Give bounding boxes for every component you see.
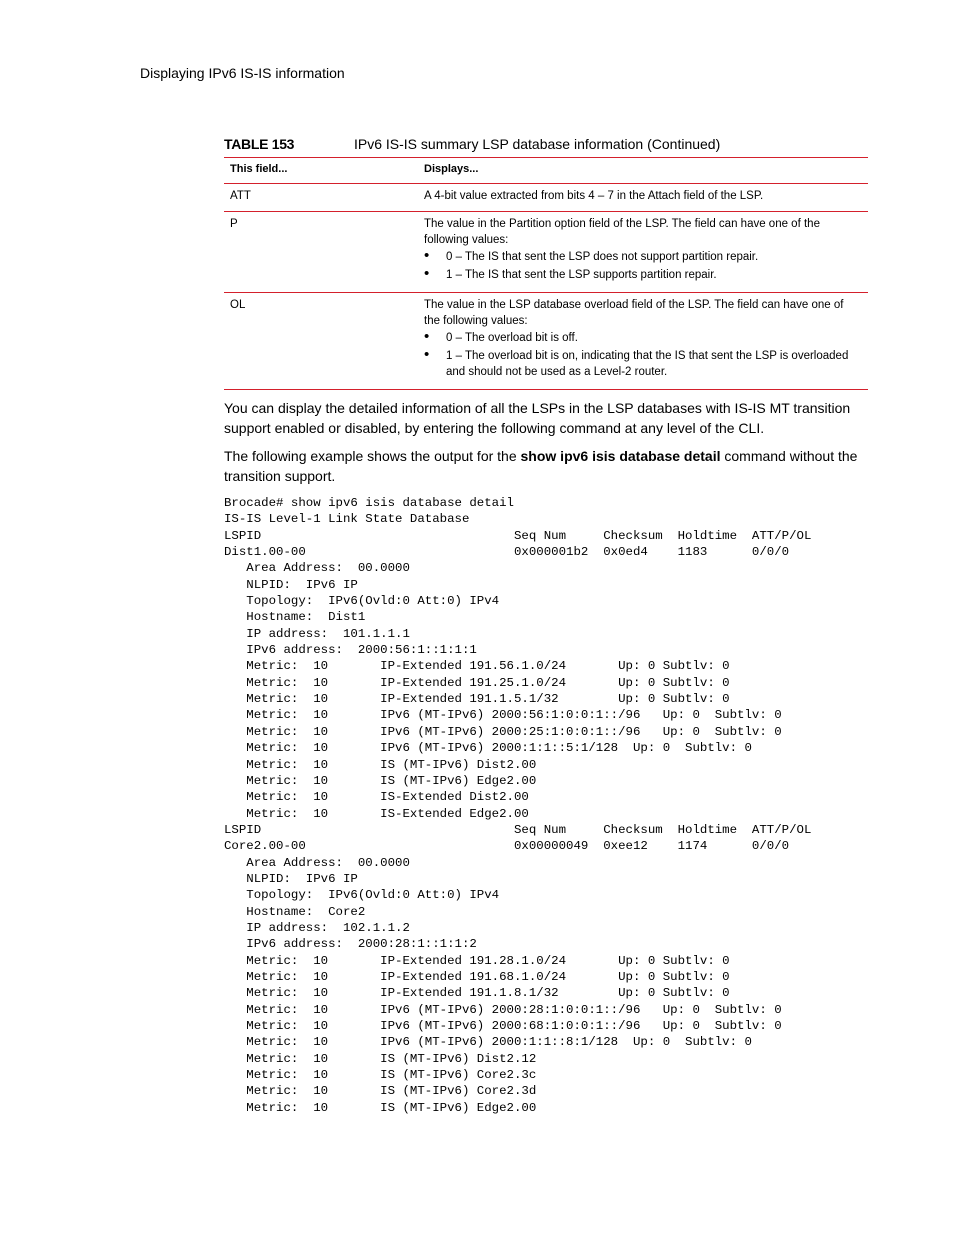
cli-line: Metric: 10 IP-Extended 191.1.5.1/32 Up: 0 Subtlv: 0	[224, 692, 730, 707]
example-intro-paragraph	[224, 447, 864, 486]
row-field: P	[224, 212, 418, 293]
intro-text: The following example shows the output for the	[224, 448, 521, 464]
intro-text-end: command without the transition support.	[224, 448, 858, 484]
row-description	[418, 293, 868, 390]
cli-line: Hostname: Dist1	[224, 610, 366, 625]
bullet-list	[424, 330, 862, 380]
row-description	[418, 184, 868, 212]
table-header-row	[224, 158, 868, 184]
cli-line: NLPID: IPv6 IP	[224, 871, 358, 886]
cli-line: Metric: 10 IS (MT-IPv6) Edge2.00	[224, 773, 537, 788]
cli-line: IP address: 101.1.1.1	[224, 626, 410, 641]
cli-output-block	[224, 495, 811, 1116]
cli-line: Topology: IPv6(Ovld:0 Att:0) IPv4	[224, 594, 500, 609]
cli-line: Hostname: Core2	[224, 904, 366, 919]
cli-line: IP address: 102.1.1.2	[224, 920, 410, 935]
cli-line: Area Address: 00.0000	[224, 855, 410, 870]
command-name: show ipv6 isis database detail	[520, 448, 721, 464]
cli-line: Metric: 10 IPv6 (MT-IPv6) 2000:28:1:0:0:1::/96 Up: 0 Subtlv: 0	[224, 1002, 782, 1017]
cli-line: Metric: 10 IS (MT-IPv6) Core2.3d	[224, 1084, 537, 1099]
cli-line: Metric: 10 IP-Extended 191.1.8.1/32 Up: 0 Subtlv: 0	[224, 986, 730, 1001]
cli-line: LSPID Seq Num Checksum Holdtime ATT/P/OL	[224, 822, 812, 837]
cli-line: Metric: 10 IS-Extended Edge2.00	[224, 806, 529, 821]
cli-line: NLPID: IPv6 IP	[224, 577, 358, 592]
cli-line: Metric: 10 IPv6 (MT-IPv6) 2000:56:1:0:0:1::/96 Up: 0 Subtlv: 0	[224, 708, 782, 723]
cli-line: LSPID Seq Num Checksum Holdtime ATT/P/OL	[224, 528, 812, 543]
cli-line: Metric: 10 IPv6 (MT-IPv6) 2000:68:1:0:0:1::/96 Up: 0 Subtlv: 0	[224, 1019, 782, 1033]
table-row	[224, 293, 868, 390]
cli-line: Metric: 10 IPv6 (MT-IPv6) 2000:25:1:0:0:1::/96 Up: 0 Subtlv: 0	[224, 724, 782, 739]
row-description-text: The value in the LSP database overload field of the LSP. The field can have one of the following values:	[424, 299, 844, 327]
cli-line: Brocade# show ipv6 isis database detail	[224, 496, 514, 510]
table-title-bar	[224, 135, 868, 158]
cli-line: Core2.00-00 0x00000049 0xee12 1174 0/0/0	[224, 839, 790, 854]
table-row	[224, 212, 868, 293]
cli-line: Topology: IPv6(Ovld:0 Att:0) IPv4	[224, 888, 500, 903]
col-header-displays: Displays...	[418, 158, 868, 184]
row-description-text: A 4-bit value extracted from bits 4 – 7 in the Attach field of the LSP.	[424, 190, 764, 202]
body-paragraph: You can display the detailed information of all the LSPs in the LSP databases with IS-IS MT transition support enabled or disabled, by entering the following command at any level of the CLI.	[224, 400, 851, 436]
row-description	[418, 212, 868, 293]
cli-line: Metric: 10 IS (MT-IPv6) Dist2.12	[224, 1051, 537, 1066]
cli-line: Metric: 10 IS (MT-IPv6) Core2.3c	[224, 1068, 537, 1083]
bullet-list	[424, 249, 862, 283]
cli-line: Area Address: 00.0000	[224, 561, 410, 576]
cli-line: IPv6 address: 2000:56:1::1:1:1	[224, 643, 477, 658]
row-description-text: The value in the Partition option field of the LSP. The field can have one of the following values:	[424, 218, 820, 246]
cli-line: Metric: 10 IPv6 (MT-IPv6) 2000:1:1::5:1/128 Up: 0 Subtlv: 0	[224, 741, 752, 756]
row-field: ATT	[224, 184, 418, 212]
table-caption: IPv6 IS-IS summary LSP database information (Continued)	[354, 136, 721, 152]
bullet-item: • 0 – The IS that sent the LSP does not support partition repair.	[446, 249, 862, 265]
bullet-item: • 1 – The IS that sent the LSP supports partition repair.	[446, 267, 862, 283]
col-header-field: This field...	[224, 158, 418, 184]
bullet-item: • 0 – The overload bit is off.	[446, 330, 862, 346]
cli-line: Metric: 10 IS (MT-IPv6) Edge2.00	[224, 1100, 537, 1115]
cli-line: Metric: 10 IS (MT-IPv6) Dist2.00	[224, 757, 537, 772]
table-number: TABLE 153	[224, 136, 295, 152]
cli-line: Metric: 10 IP-Extended 191.56.1.0/24 Up: 0 Subtlv: 0	[224, 659, 730, 674]
cli-line: Dist1.00-00 0x000001b2 0x0ed4 1183 0/0/0	[224, 545, 790, 560]
row-field: OL	[224, 293, 418, 390]
cli-line: Metric: 10 IP-Extended 191.25.1.0/24 Up: 0 Subtlv: 0	[224, 675, 730, 690]
cli-line: Metric: 10 IP-Extended 191.68.1.0/24 Up: 0 Subtlv: 0	[224, 969, 730, 984]
cli-line: IPv6 address: 2000:28:1::1:1:2	[224, 937, 477, 952]
lsp-info-table	[224, 158, 868, 390]
table-row	[224, 184, 868, 212]
bullet-item: • 1 – The overload bit is on, indicating that the IS that sent the LSP is overloaded and should not be used as a Level-2 router.	[446, 348, 862, 380]
cli-line: Metric: 10 IS-Extended Dist2.00	[224, 790, 529, 805]
cli-line: IS-IS Level-1 Link State Database	[224, 512, 470, 527]
running-header: Displaying IPv6 IS-IS information	[140, 65, 345, 81]
cli-line: Metric: 10 IP-Extended 191.28.1.0/24 Up: 0 Subtlv: 0	[224, 953, 730, 968]
cli-line: Metric: 10 IPv6 (MT-IPv6) 2000:1:1::8:1/128 Up: 0 Subtlv: 0	[224, 1035, 752, 1050]
